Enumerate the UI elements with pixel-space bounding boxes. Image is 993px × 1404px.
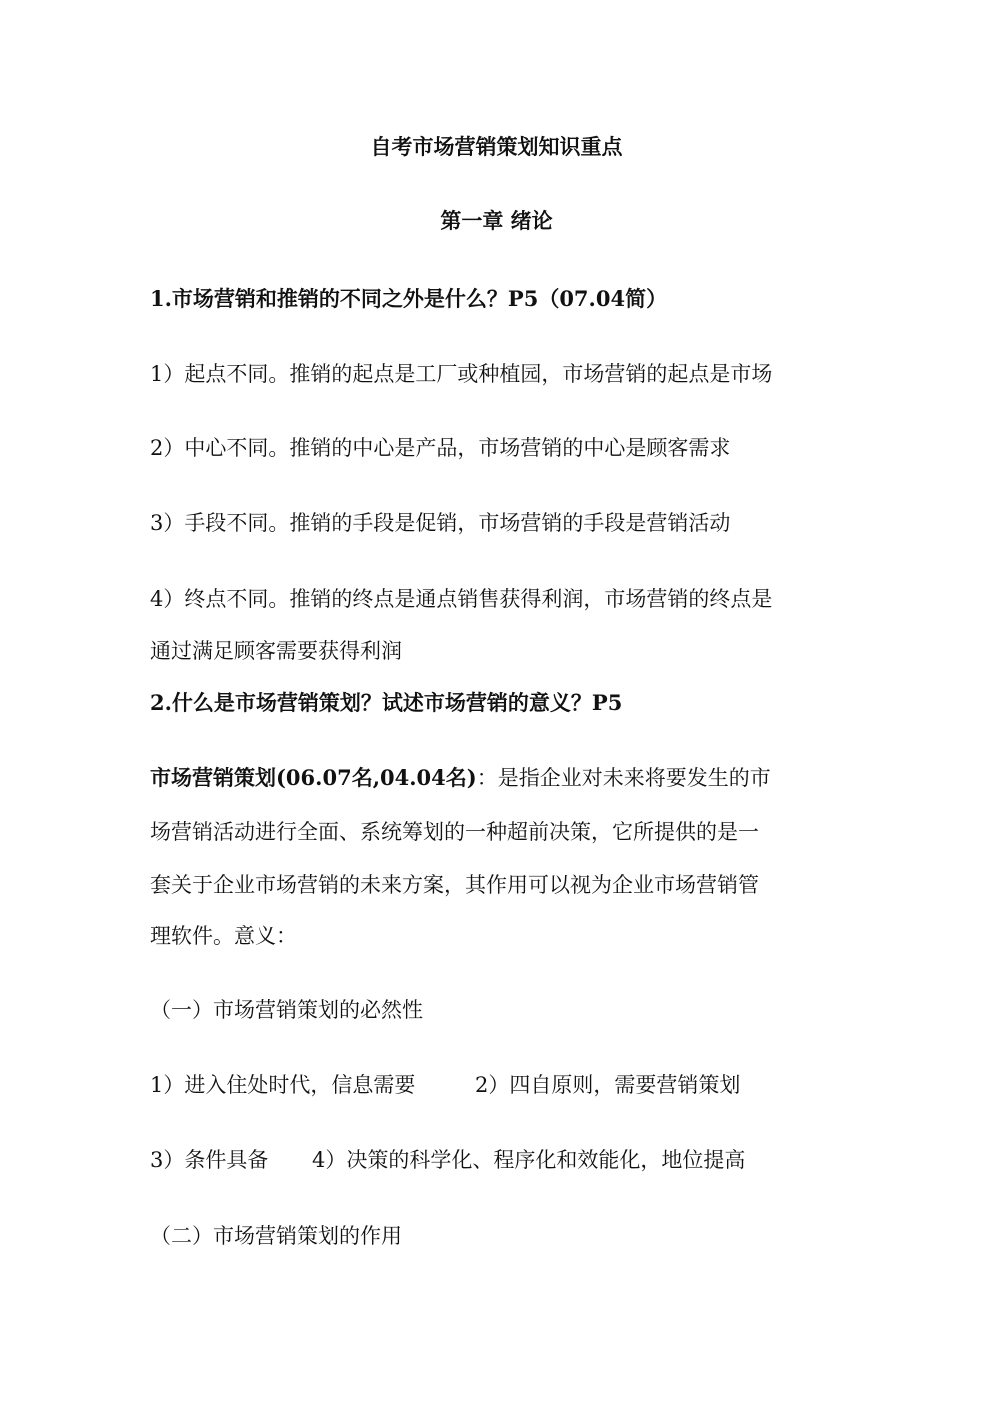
definition-paragraph-line-4: 理软件。意义： [150, 924, 297, 948]
definition-paragraph-line-3: 套关于企业市场营销的未来方案，其作用可以视为企业市场营销管 [150, 873, 759, 897]
definition-paragraph-line-1 [150, 764, 771, 792]
section-1-item-1: 1）进入住处时代，信息需要 [150, 1073, 416, 1097]
answer-1-item-2: 2）中心不同。推销的中心是产品，市场营销的中心是顾客需求 [150, 436, 731, 460]
definition-paragraph-line-2: 场营销活动进行全面、系统筹划的一种超前决策，它所提供的是一 [150, 820, 759, 844]
section-1-item-4: 4）决策的科学化、程序化和效能化，地位提高 [312, 1148, 746, 1172]
section-heading-2: （二）市场营销策划的作用 [150, 1224, 402, 1248]
question-1: 1.市场营销和推销的不同之外是什么？P5（07.04简） [150, 286, 668, 311]
chapter-heading: 第一章 绪论 [440, 208, 553, 233]
document-title: 自考市场营销策划知识重点 [370, 134, 623, 159]
answer-1-item-4: 4）终点不同。推销的终点是通点销售获得利润，市场营销的终点是 [150, 587, 773, 611]
answer-1-item-4-continued: 通过满足顾客需要获得利润 [150, 639, 402, 663]
section-1-item-3: 3）条件具备 [150, 1148, 269, 1172]
question-2: 2.什么是市场营销策划？试述市场营销的意义？P5 [150, 690, 623, 715]
definition-text-start: ：是指企业对未来将要发生的市 [476, 766, 771, 790]
answer-1-item-1: 1）起点不同。推销的起点是工厂或种植园，市场营销的起点是市场 [150, 362, 773, 386]
definition-term: 市场营销策划(06.07名,04.04名) [150, 765, 477, 790]
section-1-item-2: 2）四自原则，需要营销策划 [475, 1073, 741, 1097]
section-heading-1: （一）市场营销策划的必然性 [150, 998, 423, 1022]
answer-1-item-3: 3）手段不同。推销的手段是促销，市场营销的手段是营销活动 [150, 511, 731, 535]
